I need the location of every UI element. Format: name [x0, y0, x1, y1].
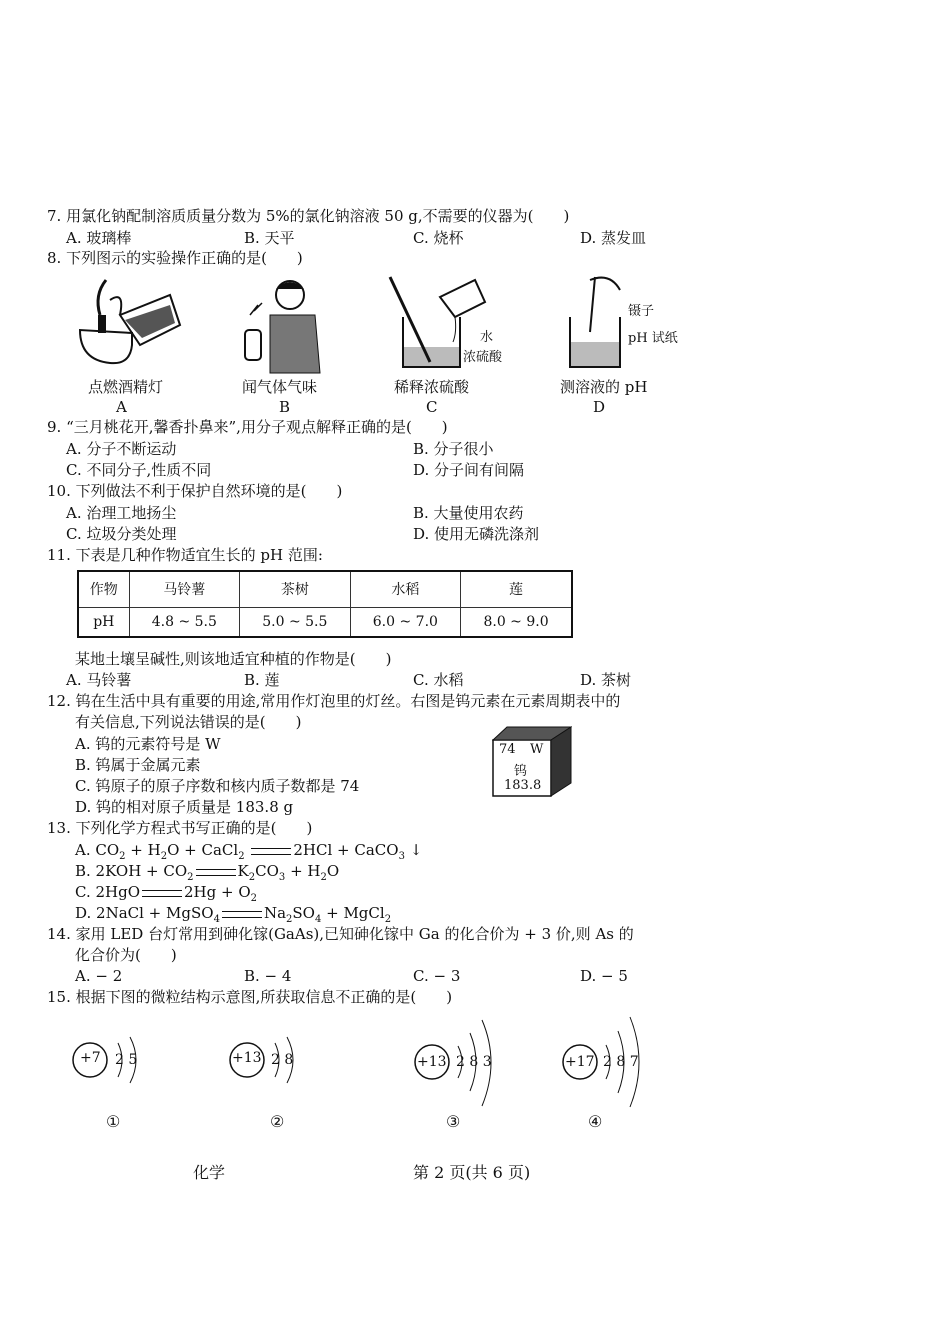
q7-option-b: B. 天平 — [244, 229, 295, 247]
label-tweezers: 镊子 — [628, 304, 655, 319]
q8-caption-c: 稀释浓硫酸 — [394, 378, 470, 396]
ph-test-figure — [560, 272, 640, 372]
q9-stem: 9. “三月桃花开,馨香扑鼻来”,用分子观点解释正确的是( ) — [47, 418, 448, 436]
label-water: 水 — [480, 330, 494, 345]
table-row — [78, 607, 572, 637]
q11-option-a: A. 马铃薯 — [66, 671, 132, 689]
table-cell: 4.8 ~ 5.5 — [129, 607, 240, 637]
alcohol-lamp-figure — [70, 275, 190, 375]
q8-caption-d: 测溶液的 pH — [560, 378, 648, 396]
table-cell: 水稻 — [350, 571, 461, 607]
q8-letter-d: D — [593, 398, 606, 416]
q10-option-a: A. 治理工地扬尘 — [66, 504, 177, 522]
q9-option-c: C. 不同分子,性质不同 — [66, 461, 212, 479]
table-cell: 6.0 ~ 7.0 — [350, 607, 461, 637]
q12-option-a: A. 钨的元素符号是 W — [75, 735, 221, 753]
smell-gas-figure — [230, 275, 330, 375]
atom-2-nucleus: +13 — [232, 1050, 262, 1066]
q12-stem-line1: 12. 钨在生活中具有重要的用途,常用作灯泡里的灯丝。右图是钨元素在元素周期表中的 — [47, 692, 621, 710]
q7-option-c: C. 烧杯 — [413, 229, 464, 247]
q12-option-b: B. 钨属于金属元素 — [75, 756, 201, 774]
table-cell: pH — [78, 607, 129, 637]
q14-stem-line2: 化合价为( ) — [75, 946, 177, 964]
table-cell: 莲 — [461, 571, 572, 607]
q7-option-d: D. 蒸发皿 — [580, 229, 647, 247]
q12-stem-line2: 有关信息,下列说法错误的是( ) — [75, 713, 302, 731]
table-cell: 5.0 ~ 5.5 — [240, 607, 351, 637]
table-cell: 马铃薯 — [129, 571, 240, 607]
q9-option-a: A. 分子不断运动 — [66, 440, 177, 458]
atom-3-number: ③ — [446, 1112, 461, 1131]
q14-option-c: C. − 3 — [413, 967, 461, 985]
q7-option-a: A. 玻璃棒 — [66, 229, 132, 247]
q12-option-c: C. 钨原子的原子序数和核内质子数都是 74 — [75, 777, 360, 795]
q10-option-b: B. 大量使用农药 — [413, 504, 524, 522]
q12-option-d: D. 钨的相对原子质量是 183.8 g — [75, 798, 294, 816]
atom-4-nucleus: +17 — [565, 1054, 595, 1070]
q11-option-b: B. 莲 — [244, 671, 280, 689]
q9-option-b: B. 分子很小 — [413, 440, 494, 458]
q14-stem-line1: 14. 家用 LED 台灯常用到砷化镓(GaAs),已知砷化镓中 Ga 的化合价为 + 3 价,则 As 的 — [47, 925, 634, 943]
q13-option-b: B. $2KOH + CO_2$ $K_2CO_3 + H_2O$ — [75, 862, 340, 883]
q10-option-c: C. 垃圾分类处理 — [66, 525, 177, 543]
q11-option-c: C. 水稻 — [413, 671, 464, 689]
element-symbol: W — [530, 742, 544, 757]
q15-stem: 15. 根据下图的微粒结构示意图,所获取信息不正确的是( ) — [47, 988, 453, 1006]
q14-option-b: B. − 4 — [244, 967, 292, 985]
tungsten-element-card — [492, 726, 572, 798]
q8-stem: 8. 下列图示的实验操作正确的是( ) — [47, 249, 303, 267]
q7-stem: 7. 用氯化钠配制溶质质量分数为 5%的氯化钠溶液 50 g,不需要的仪器为( ) — [47, 207, 570, 225]
ph-table — [77, 570, 573, 638]
q13-stem: 13. 下列化学方程式书写正确的是( ) — [47, 819, 313, 837]
q8-caption-a: 点燃酒精灯 — [88, 378, 164, 396]
q11-follow: 某地土壤呈碱性,则该地适宜种植的作物是( ) — [75, 650, 392, 668]
atom-4-shells: 2 8 7 — [603, 1054, 639, 1070]
atom-1-number: ① — [106, 1112, 121, 1131]
footer-subject: 化学 — [193, 1163, 226, 1182]
atom-2-number: ② — [270, 1112, 285, 1131]
table-cell: 8.0 ~ 9.0 — [461, 607, 572, 637]
q13-option-c: C. 2HgO $2Hg + O_2$ — [75, 883, 258, 904]
footer-page-number: 第 2 页(共 6 页) — [413, 1163, 531, 1182]
q9-option-d: D. 分子间有间隔 — [413, 461, 525, 479]
q14-option-a: A. − 2 — [75, 967, 123, 985]
element-name: 钨 — [514, 764, 528, 779]
q8-letter-b: B — [279, 398, 291, 416]
q10-stem: 10. 下列做法不利于保护自然环境的是( ) — [47, 482, 343, 500]
atom-1-nucleus: +7 — [80, 1050, 101, 1066]
label-ph-paper: pH 试纸 — [628, 331, 678, 346]
label-acid: 浓硫酸 — [463, 350, 503, 365]
q10-option-d: D. 使用无磷洗涤剂 — [413, 525, 540, 543]
atom-2-shells: 2 8 — [271, 1052, 294, 1068]
table-cell: 作物 — [78, 571, 129, 607]
table-cell: 茶树 — [240, 571, 351, 607]
q14-option-d: D. − 5 — [580, 967, 628, 985]
q8-caption-b: 闻气体气味 — [242, 378, 318, 396]
atom-3-nucleus: +13 — [417, 1054, 447, 1070]
atom-1-shells: 2 5 — [115, 1052, 138, 1068]
atom-3-shells: 2 8 3 — [456, 1054, 492, 1070]
atom-4-number: ④ — [588, 1112, 603, 1131]
q11-option-d: D. 茶树 — [580, 671, 632, 689]
q13-option-d: D. 2NaCl + MgSO$_4$ $Na_2SO_4$ + MgCl$_2$ — [75, 904, 392, 925]
q13-option-a: A. $CO_2 + H_2O$ + CaCl$_2$ 2HCl + CaCO$_3$ ↓ — [75, 841, 423, 862]
element-number: 74 — [499, 742, 516, 757]
q8-letter-c: C — [426, 398, 438, 416]
q8-letter-a: A — [116, 398, 127, 416]
element-mass: 183.8 — [504, 778, 542, 793]
table-row — [78, 571, 572, 607]
q11-stem: 11. 下表是几种作物适宜生长的 pH 范围: — [47, 546, 323, 564]
